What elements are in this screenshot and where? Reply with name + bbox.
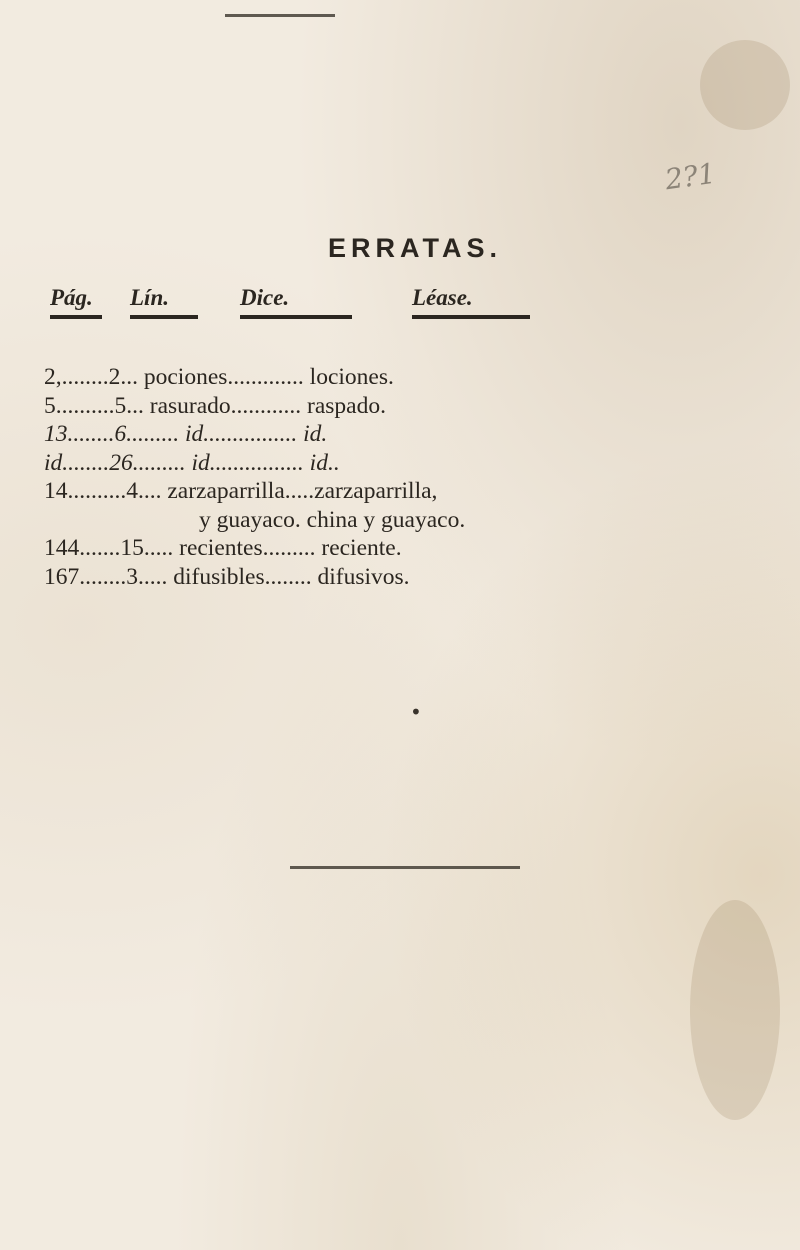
column-pag-rule [50, 315, 102, 319]
errata-row: 5..........5... rasurado............ raspado. [44, 392, 386, 419]
pencil-annotation: 2?1 [662, 156, 718, 197]
column-lin-label: Lín. [130, 285, 169, 310]
column-pag-label: Pág. [50, 285, 93, 310]
column-header [0, 285, 800, 325]
column-lease-label: Léase. [412, 285, 473, 310]
column-dice-rule [240, 315, 352, 319]
column-lease [412, 285, 530, 319]
page-title: ERRATAS. [328, 233, 502, 263]
column-lease-rule [412, 315, 530, 319]
paper-stain [700, 40, 790, 130]
errata-row: 14..........4.... zarzaparrilla.....zarzaparrilla, [44, 478, 438, 504]
errata-row: 2,........2... pociones............. lociones. [44, 364, 394, 390]
column-lin-rule [130, 315, 198, 319]
errata-row: 13........6......... id................ id. [44, 421, 328, 447]
column-lin [130, 285, 198, 319]
errata-row: 167........3..... difusibles........ difusivos. [44, 563, 410, 590]
ink-specks: • [410, 700, 428, 724]
bottom-rule [290, 866, 520, 869]
paper-stain [690, 900, 780, 1120]
column-dice [240, 285, 352, 319]
errata-list [44, 363, 465, 591]
errata-row: id........26......... id................ id.. [44, 449, 340, 476]
column-dice-label: Dice. [240, 285, 290, 310]
column-pag [50, 285, 102, 319]
errata-row-continuation: y guayaco. china y guayaco. [199, 506, 466, 533]
errata-row: 144.......15..... recientes......... reciente. [44, 535, 402, 561]
top-rule [225, 14, 335, 17]
